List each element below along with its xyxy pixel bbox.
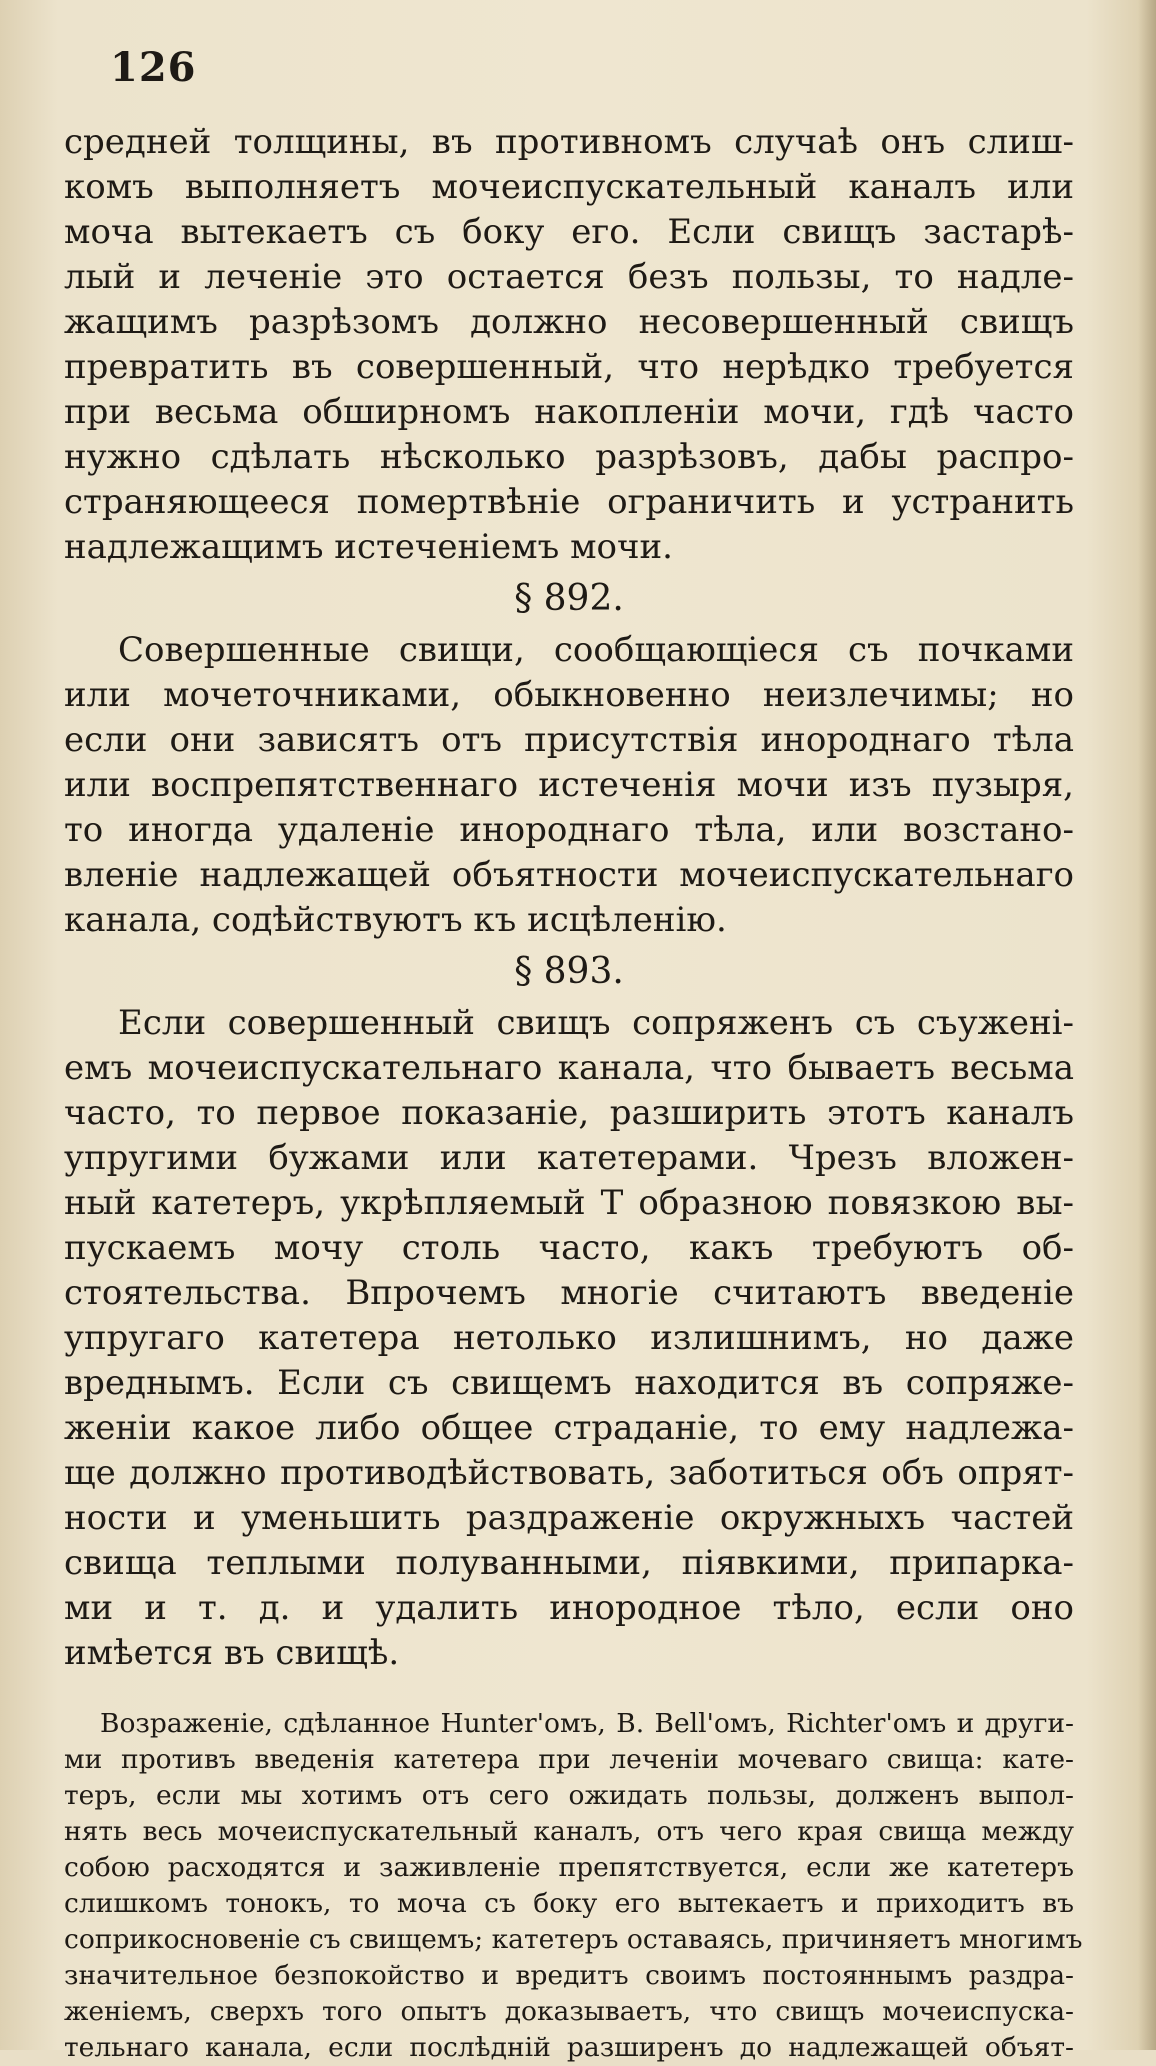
text-line: вленіе надлежащей объятности мочеиспускательнаго	[64, 855, 1074, 895]
footnote-line: ми противъ введенія катетера при леченіи мочеваго свища: кате-	[64, 1744, 1074, 1775]
footnote-line: слишкомъ тонокъ, то моча съ боку его вытекаетъ и приходитъ въ	[64, 1888, 1074, 1919]
footnote-line: теръ, если мы хотимъ отъ сего ожидать пользы, долженъ выпол-	[64, 1780, 1074, 1811]
text-line: моча вытекаетъ съ боку его. Если свищъ застарѣ-	[64, 212, 1074, 252]
text-line: нужно сдѣлать нѣсколько разрѣзовъ, дабы распро-	[64, 437, 1074, 477]
text-line: упругими бужами или катетерами. Чрезъ вложен-	[64, 1138, 1074, 1178]
text-line: комъ выполняетъ мочеиспускательный каналъ или	[64, 167, 1074, 207]
text-line: женіи какое либо общее страданіе, то ему надлежа-	[64, 1408, 1074, 1448]
text-line: то иногда удаленіе инороднаго тѣла, или возстано-	[64, 810, 1074, 850]
text-line: ный катетеръ, укрѣпляемый Т образною повязкою вы-	[64, 1183, 1074, 1223]
text-line: емъ мочеиспускательнаго канала, что бываетъ весьма	[64, 1048, 1074, 1088]
page-number: 126	[110, 44, 197, 91]
text-line: ще должно противодѣйствовать, заботиться объ опрят-	[64, 1453, 1074, 1493]
text-line: упругаго катетера нетолько излишнимъ, но даже	[64, 1318, 1074, 1358]
text-line: часто, то первое показаніе, разширить этотъ каналъ	[64, 1093, 1074, 1133]
footnote-line: значительное безпокойство и вредитъ своимъ постояннымъ раздра-	[64, 1960, 1074, 1991]
text-line: свища теплыми полуванными, піявкими, припарка-	[64, 1543, 1074, 1583]
text-line: вреднымъ. Если съ свищемъ находится въ сопряже-	[64, 1363, 1074, 1403]
text-line: если они зависятъ отъ присутствія инороднаго тѣла	[64, 720, 1074, 760]
footnote-line: собою расходятся и заживленіе препятствуется, если же катетеръ	[64, 1852, 1074, 1883]
footnote-line: женіемъ, сверхъ того опытъ доказываетъ, что свищъ мочеиспуска-	[64, 1996, 1074, 2027]
paragraph-892	[64, 628, 1074, 943]
footnote	[64, 1706, 1083, 2066]
section-heading-892: § 892.	[514, 578, 624, 619]
text-line: страняющееся помертвѣніе ограничить и устранить	[64, 482, 1074, 522]
text-line: пускаемъ мочу столь часто, какъ требуютъ об-	[64, 1228, 1074, 1268]
text-line: средней толщины, въ противномъ случаѣ онъ слиш-	[64, 122, 1074, 162]
paragraph-continuation	[64, 120, 1074, 570]
footnote-line: соприкосновеніе съ свищемъ; катетеръ оставаясь, причиняетъ многимъ	[64, 1924, 1083, 1955]
text-line: Если совершенный свищъ сопряженъ съ съуженi-	[118, 1003, 1074, 1043]
footnote-line: нять весь мочеиспускательный каналъ, отъ чего края свища между	[64, 1816, 1074, 1847]
text-line: канала, содѣйствуютъ къ исцѣленію.	[64, 900, 727, 940]
text-line: или мочеточниками, обыкновенно неизлечимы; но	[64, 675, 1074, 715]
text-line: жащимъ разрѣзомъ должно несовершенный свищъ	[64, 302, 1074, 342]
footnote-line: Возраженіе, сдѣланное Hunter'омъ, B. Bell'омъ, Richter'омъ и други-	[100, 1708, 1074, 1739]
footnote-line: тельнаго канала, если послѣдній разширенъ до надлежащей объят-	[64, 2032, 1074, 2063]
text-line: лый и леченіе это остается безъ пользы, то надле-	[64, 257, 1074, 297]
text-line: надлежащимъ истеченіемъ мочи.	[64, 527, 673, 567]
text-line: стоятельства. Впрочемъ многіе считаютъ введеніе	[64, 1273, 1074, 1313]
text-line: ми и т. д. и удалить инородное тѣло, если оно	[64, 1588, 1074, 1628]
text-line: при весьма обширномъ накопленіи мочи, гдѣ часто	[64, 392, 1074, 432]
page-content	[64, 120, 1083, 2066]
text-line: превратить въ совершенный, что нерѣдко требуется	[64, 347, 1074, 387]
section-heading-893: § 893.	[514, 951, 624, 992]
page-edge-shadow	[1138, 0, 1156, 2050]
paragraph-893	[64, 1001, 1074, 1676]
text-line: или воспрепятственнаго истеченія мочи изъ пузыря,	[64, 765, 1074, 805]
text-line: ности и уменьшить раздраженіе окружныхъ частей	[64, 1498, 1074, 1538]
text-line: имѣется въ свищѣ.	[64, 1633, 400, 1673]
text-line: Совершенные свищи, сообщающіеся съ почками	[118, 630, 1074, 670]
